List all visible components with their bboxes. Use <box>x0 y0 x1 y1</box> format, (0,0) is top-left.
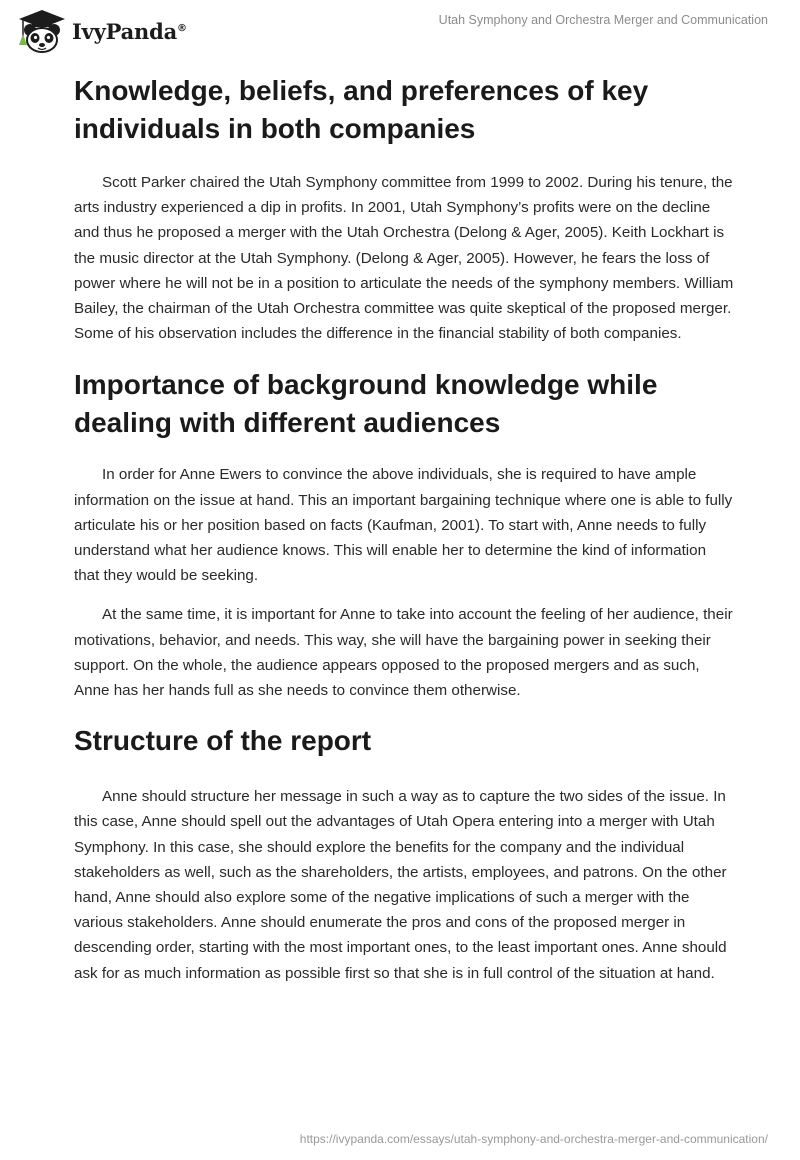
section-heading: Structure of the report <box>74 725 372 757</box>
ivypanda-logo[interactable] <box>14 8 187 54</box>
essay-content <box>74 70 734 986</box>
page-header <box>0 0 800 60</box>
panda-graduate-icon <box>14 8 70 54</box>
section-heading: Knowledge, beliefs, and preferences of key individuals in both companies <box>74 75 649 144</box>
paragraph: In order for Anne Ewers to convince the above individuals, she is required to have ample information on the issue at hand. This an important bargaining technique where one is able to fully articulate his or her position based on facts (Kaufman, 2001). To start with, Anne needs to fully understand what her audience knows. This will enable her to determine the kind of information that they would be seeking. <box>74 466 733 585</box>
paragraph: Anne should structure her message in such a way as to capture the two sides of the issue. In this case, Anne should spell out the advantages of Utah Opera entering into a merger with Utah Symphony. In this case, she should explore the benefits for the company and the individual stakeholders as well, such as the shareholders, the artists, employees, and patrons. On the other hand, Anne should also explore some of the negative implications of such a merger with the various stakeholders. Anne should enumerate the pros and cons of the proposed merger in descending order, starting with the most important ones, to the least important ones. Anne should ask for as much information as possible first so that she is in full control of the situation at hand. <box>74 788 727 982</box>
paragraph: At the same time, it is important for Anne to take into account the feeling of her audience, their motivations, behavior, and needs. This way, she will have the bargaining power in seeking their support. On the whole, the audience appears opposed to the proposed mergers and as such, Anne has her hands full as she needs to convince them otherwise. <box>74 606 733 700</box>
paragraph: Scott Parker chaired the Utah Symphony committee from 1999 to 2002. During his tenure, the arts industry experienced a dip in profits. In 2001, Utah Symphony’s profits were on the decline and thus he proposed a merger with the Utah Orchestra (Delong & Ager, 2005). Keith Lockhart is the music director at the Utah Symphony. (Delong & Ager, 2005). However, he fears the loss of power where he will not be in a position to articulate the needs of the symphony members. William Bailey, the chairman of the Utah Orchestra committee was quite skeptical of the proposed merger. Some of his observation includes the difference in the financial stability of both companies. <box>74 174 734 343</box>
document-title: Utah Symphony and Orchestra Merger and Communication <box>438 13 768 27</box>
source-url[interactable]: https://ivypanda.com/essays/utah-symphony-and-orchestra-merger-and-communication/ <box>299 1132 768 1146</box>
registered-mark: ® <box>177 22 187 34</box>
section-heading: Importance of background knowledge while dealing with different audiences <box>74 369 658 439</box>
brand-name: IvyPanda® <box>72 18 187 44</box>
